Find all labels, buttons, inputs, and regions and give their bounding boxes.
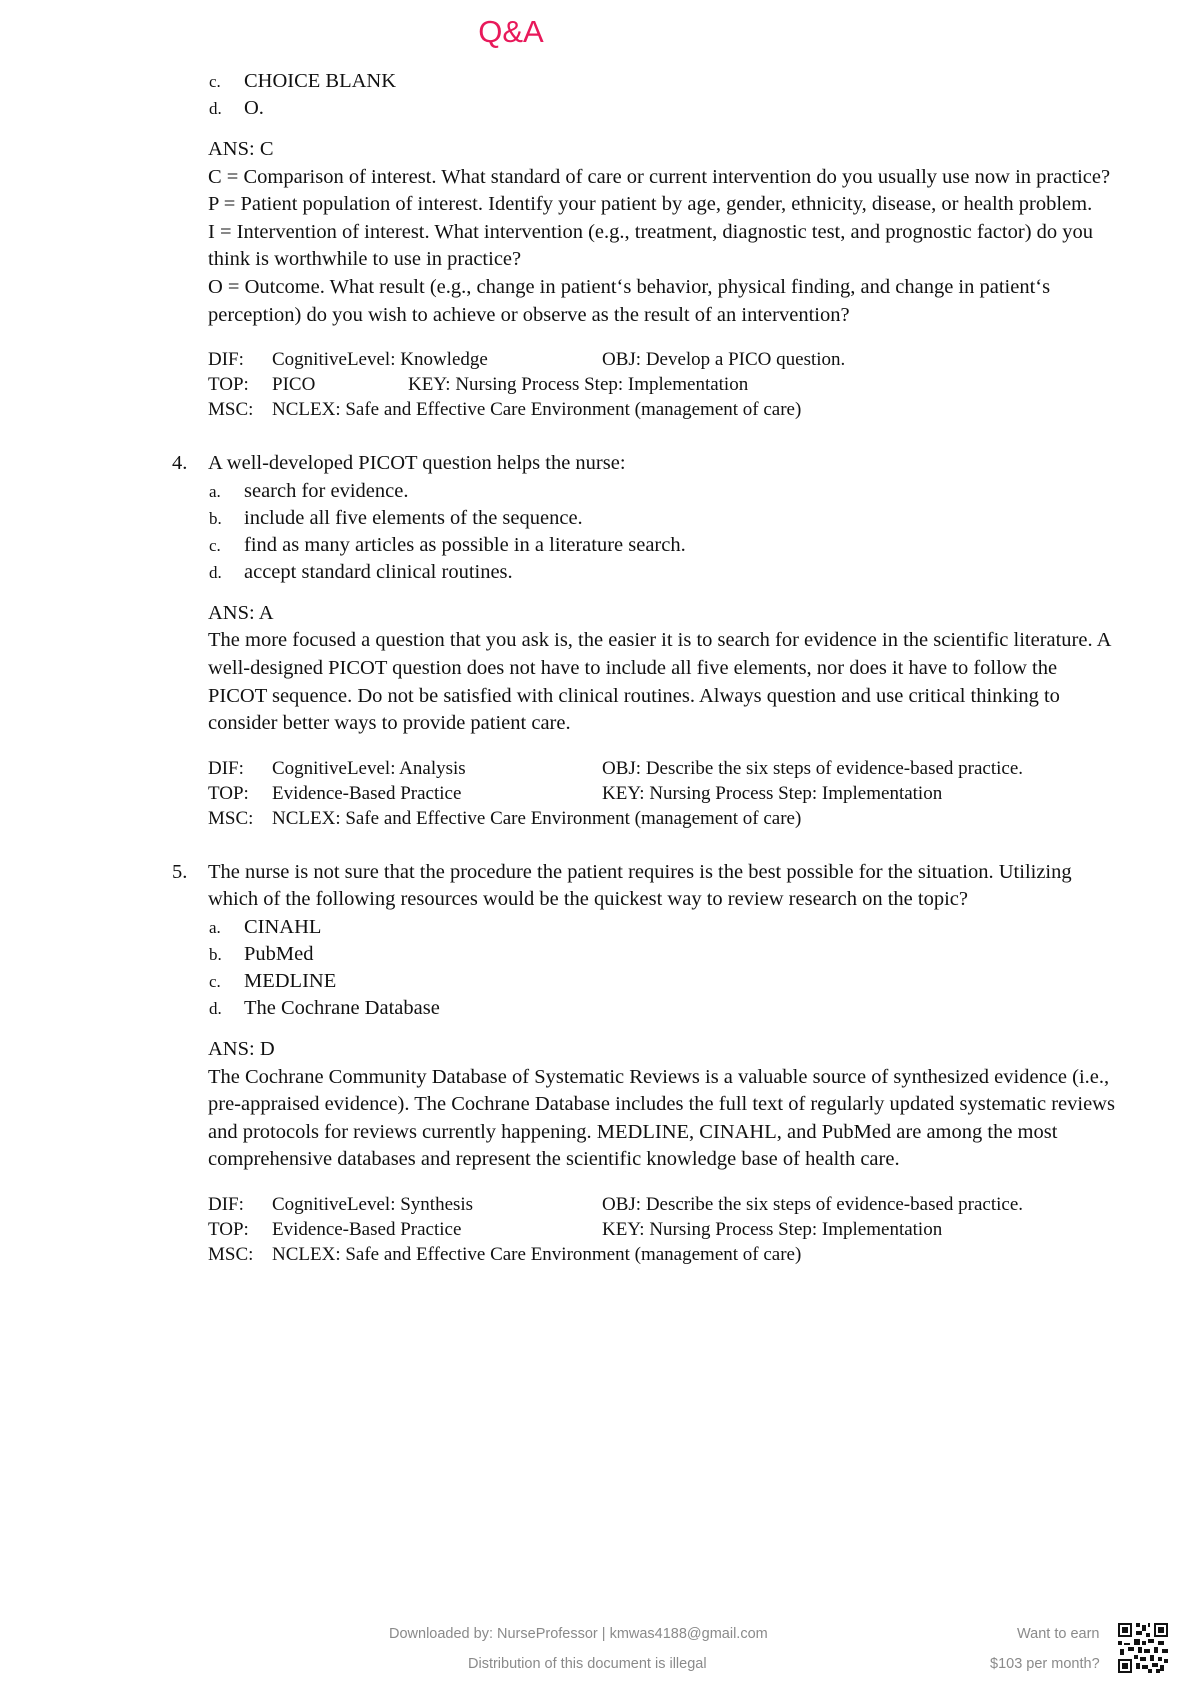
footer-earn-line1[interactable]: Want to earn [1017,1626,1100,1642]
top-label: TOP: [208,1218,249,1240]
option-d [0,95,1191,122]
option-d [0,559,1191,586]
option-letter: d. [209,998,222,1018]
top-label: TOP: [208,374,249,396]
option-text: PubMed [244,942,314,965]
question-text: A well-developed PICOT question helps the nurse: [208,452,626,475]
option-letter: d. [209,562,222,582]
question-metadata [0,347,1191,422]
option-letter: c. [209,72,221,91]
option-c [0,68,1191,95]
dif-label: DIF: [208,349,244,371]
dif-value: CognitiveLevel: Knowledge [272,349,488,371]
option-text: include all five elements of the sequence. [244,506,583,529]
footer-earn-line2[interactable]: $103 per month? [990,1656,1100,1672]
qr-code-icon[interactable] [1118,1623,1168,1673]
option-c [0,532,1191,559]
question-number: 5. [172,860,188,883]
meta-row-dif [0,1192,1191,1217]
footer-distribution-notice: Distribution of this document is illegal [468,1656,707,1672]
msc-value: NCLEX: Safe and Effective Care Environment (management of care) [272,399,802,421]
obj-value: OBJ: Develop a PICO question. [602,349,846,371]
option-b [0,505,1191,532]
option-text: search for evidence. [244,479,409,502]
footer-downloaded-by: Downloaded by: NurseProfessor | kmwas4188@gmail.com [389,1626,768,1642]
option-text: O. [244,97,264,119]
rationale: The Cochrane Community Database of Systematic Reviews is a valuable source of synthesized evidence (i.e., pre-appraised evidence). The Cochrane Database includes the full text of regularly updated systematic reviews and protocols for reviews currently happening. MEDLINE, CINAHL, and PubMed are among the most comprehensive databases and represent the scientific knowledge base of health care. [208,1065,1115,1171]
option-letter: b. [209,944,222,964]
question-number: 4. [172,452,188,475]
dif-value: CognitiveLevel: Synthesis [272,1193,474,1215]
msc-label: MSC: [208,807,254,829]
option-text: MEDLINE [244,969,337,992]
meta-row-msc [0,806,1191,831]
msc-value: NCLEX: Safe and Effective Care Environment (management of care) [272,1243,802,1265]
option-letter: a. [209,917,221,937]
answer-label: ANS: D [208,1037,275,1060]
obj-value: OBJ: Describe the six steps of evidence-based practice. [602,1193,1024,1215]
key-value: KEY: Nursing Process Step: Implementation [602,782,943,804]
meta-row-dif [0,756,1191,781]
option-letter: c. [209,535,221,555]
option-d [0,995,1191,1022]
question-text: The nurse is not sure that the procedure the patient requires is the best possible for the situation. Utilizing which of the following resources would be the quickest way to review research on the topic? [208,860,1072,911]
top-value: Evidence-Based Practice [272,1218,462,1240]
rationale-line: P = Patient population of interest. Identify your patient by age, gender, ethnicity, disease, or health problem. [208,193,1093,216]
answer-label: ANS: C [208,138,274,160]
obj-value: OBJ: Describe the six steps of evidence-based practice. [602,757,1024,779]
question-5 [0,859,1191,1267]
option-letter: d. [209,99,222,118]
question-stem [0,450,1113,478]
meta-row-msc [0,1242,1191,1267]
answer-label: ANS: A [208,601,274,624]
option-text: CHOICE BLANK [244,70,397,92]
option-letter: a. [209,481,221,501]
option-a [0,478,1191,505]
meta-row-top [0,1217,1191,1242]
dif-label: DIF: [208,1193,244,1215]
rationale [0,164,1120,330]
dif-label: DIF: [208,757,244,779]
meta-row-dif [0,347,1191,372]
meta-row-top [0,372,1191,397]
option-b [0,941,1191,968]
option-text: CINAHL [244,915,322,938]
question-metadata [0,756,1191,831]
option-text: The Cochrane Database [244,996,440,1019]
question-stem [0,859,1113,914]
key-value: KEY: Nursing Process Step: Implementation [602,1218,943,1240]
option-letter: b. [209,508,222,528]
meta-row-msc [0,397,1191,422]
option-text: accept standard clinical routines. [244,560,513,583]
question-metadata [0,1192,1191,1267]
page-header-title: Q&A [478,14,544,49]
top-value: Evidence-Based Practice [272,782,462,804]
rationale-line: C = Comparison of interest. What standard of care or current intervention do you usually use now in practice? [208,165,1111,188]
key-value: KEY: Nursing Process Step: Implementation [408,374,749,396]
document-content [0,68,1191,1267]
question-3-tail [0,68,1191,422]
msc-label: MSC: [208,1243,254,1265]
msc-label: MSC: [208,399,254,421]
question-4 [0,450,1191,831]
option-c [0,968,1191,995]
top-value: PICO [272,374,316,396]
dif-value: CognitiveLevel: Analysis [272,757,466,779]
top-label: TOP: [208,782,249,804]
option-a [0,914,1191,941]
option-letter: c. [209,971,221,991]
rationale: The more focused a question that you ask is, the easier it is to search for evidence in the scientific literature. A well-designed PICOT question does not have to include all five elements, nor does it have to follow the PICOT sequence. Do not be satisfied with clinical routines. Always question and use critical thinking to consider better ways to provide patient care. [208,629,1111,735]
meta-row-top [0,781,1191,806]
rationale-line: I = Intervention of interest. What intervention (e.g., treatment, diagnostic test, and prognostic factor) do you think is worthwhile to use in practice? [208,220,1094,271]
msc-value: NCLEX: Safe and Effective Care Environment (management of care) [272,807,802,829]
option-text: find as many articles as possible in a literature search. [244,533,686,556]
rationale-line: O = Outcome. What result (e.g., change in patient‘s behavior, physical finding, and change in patient‘s perception) do you wish to achieve or observe as the result of an intervention? [208,275,1051,326]
